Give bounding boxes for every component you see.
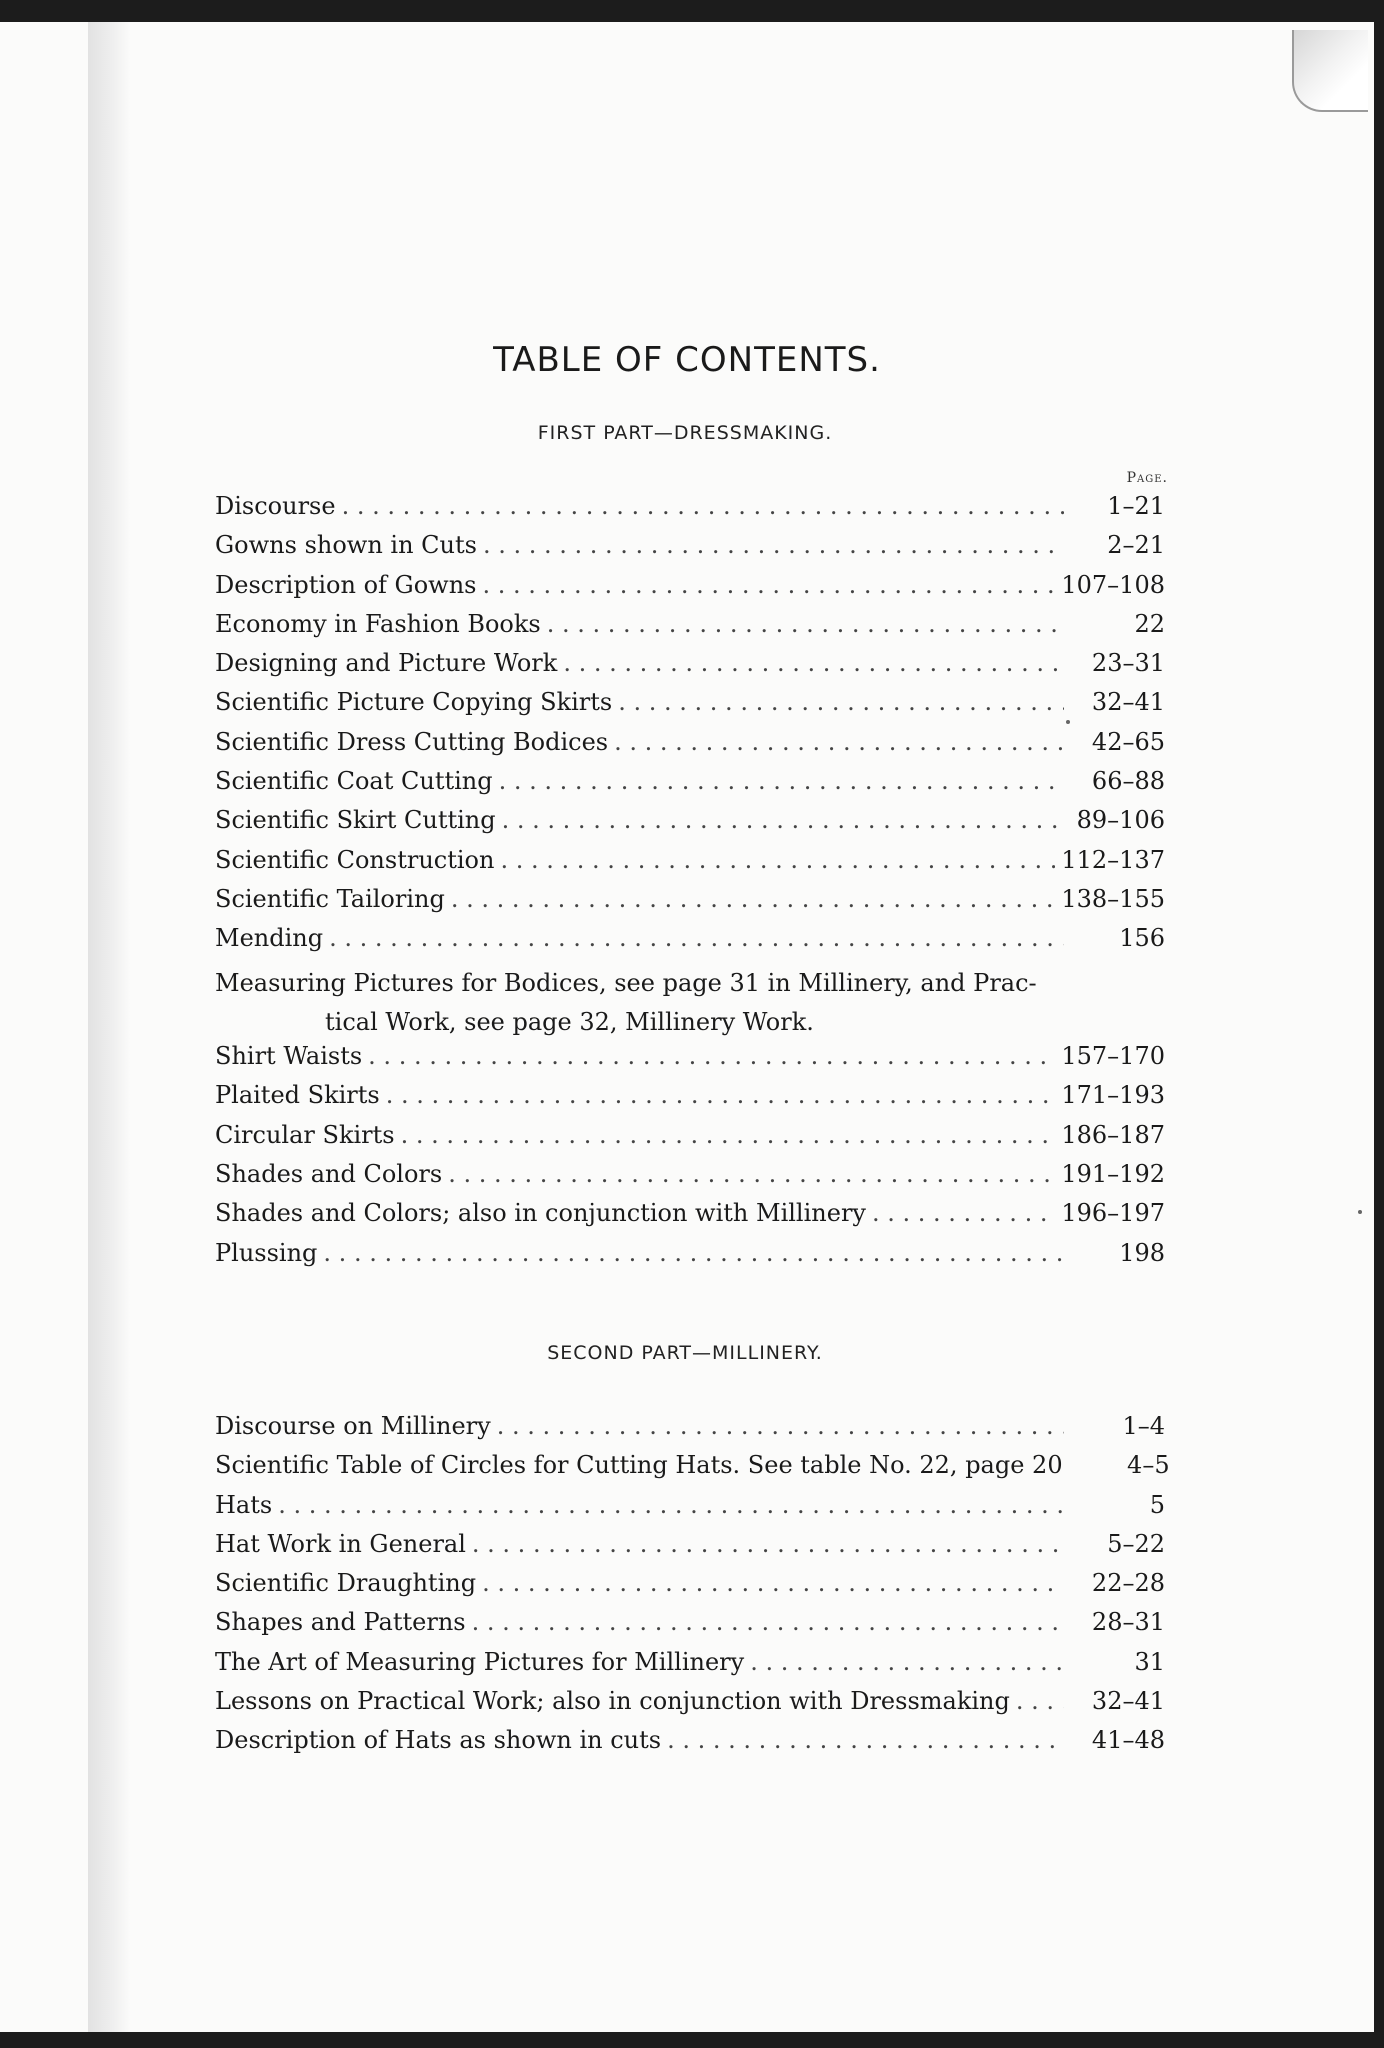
dot-leader xyxy=(401,1121,1056,1149)
measuring-note-line-1: Measuring Pictures for Bodices, see page 31 in Millinery, and Prac- xyxy=(215,968,1037,997)
toc-entry xyxy=(215,1569,1165,1608)
first-part-toc xyxy=(215,492,1165,1278)
second-part-toc xyxy=(215,1412,1170,1766)
toc-entry-title: Shades and Colors; also in conjunction with Millinery xyxy=(215,1199,866,1228)
dot-leader xyxy=(329,924,1064,952)
toc-entry xyxy=(215,1199,1165,1238)
toc-entry-pages: 22–28 xyxy=(1091,1569,1165,1598)
toc-entry xyxy=(215,1412,1165,1451)
toc-entry-pages: 5–22 xyxy=(1107,1529,1165,1558)
toc-entry-title: Shades and Colors xyxy=(215,1160,443,1189)
toc-entry-title: Hat Work in General xyxy=(215,1529,466,1558)
toc-entry xyxy=(215,531,1165,570)
toc-entry-pages: 42–65 xyxy=(1091,727,1165,756)
second-part-heading: SECOND PART—MILLINERY. xyxy=(547,1342,823,1364)
toc-entry xyxy=(215,688,1165,727)
dot-leader xyxy=(451,885,1056,913)
toc-entry-title: Hats xyxy=(215,1490,273,1519)
toc-entry-pages: 4–5 xyxy=(1127,1451,1170,1480)
book-page xyxy=(0,22,1374,2032)
toc-entry-pages: 171–193 xyxy=(1061,1081,1165,1110)
toc-entry-pages: 157–170 xyxy=(1061,1042,1165,1071)
toc-entry-pages: 41–48 xyxy=(1091,1726,1165,1755)
toc-entry xyxy=(215,492,1165,531)
toc-entry-pages: 196–197 xyxy=(1061,1199,1165,1228)
toc-entry-pages: 66–88 xyxy=(1091,767,1165,796)
toc-entry xyxy=(215,1081,1165,1120)
page-column-label: Page. xyxy=(1126,470,1168,486)
toc-entry xyxy=(215,846,1165,885)
toc-entry-title: Description of Hats as shown in cuts xyxy=(215,1726,662,1755)
toc-entry-pages: 2–21 xyxy=(1107,531,1165,560)
toc-entry-pages: 31 xyxy=(1134,1647,1165,1676)
toc-entry-title: Scientific Skirt Cutting xyxy=(215,806,496,835)
toc-entry xyxy=(215,806,1165,845)
toc-entry xyxy=(215,885,1165,924)
dot-leader xyxy=(502,806,1064,834)
toc-entry xyxy=(215,1687,1165,1726)
toc-entry-pages: 28–31 xyxy=(1091,1608,1165,1637)
toc-entry xyxy=(215,1491,1165,1530)
toc-entry-pages: 107–108 xyxy=(1061,570,1165,599)
toc-entry-title: Scientific Dress Cutting Bodices xyxy=(215,727,609,756)
dot-leader xyxy=(1016,1687,1064,1715)
dot-leader xyxy=(472,1530,1064,1558)
toc-entry xyxy=(215,1121,1165,1160)
toc-entry xyxy=(215,610,1165,649)
dot-leader xyxy=(386,1081,1056,1109)
toc-entry-title: Scientific Coat Cutting xyxy=(215,767,493,796)
toc-entry xyxy=(215,649,1165,688)
toc-entry xyxy=(215,1726,1165,1765)
toc-entry xyxy=(215,1530,1165,1569)
dot-leader xyxy=(323,1239,1064,1267)
toc-entry-pages: 5 xyxy=(1149,1490,1165,1519)
toc-entry-pages: 1–4 xyxy=(1122,1412,1165,1440)
dot-leader xyxy=(618,688,1064,716)
toc-entry xyxy=(215,1042,1165,1081)
toc-entry-pages: 22 xyxy=(1134,609,1165,638)
first-part-entries-continued xyxy=(215,1042,1165,1278)
dot-leader xyxy=(448,1160,1055,1188)
toc-entry-title: Scientific Picture Copying Skirts xyxy=(215,688,613,717)
toc-entry-pages: 23–31 xyxy=(1091,649,1165,678)
toc-entry-pages: 89–106 xyxy=(1076,806,1165,835)
page-title: TABLE OF CONTENTS. xyxy=(493,340,881,380)
toc-entry-title: Circular Skirts xyxy=(215,1120,395,1149)
toc-entry-pages: 198 xyxy=(1119,1238,1165,1267)
dot-leader xyxy=(872,1199,1055,1227)
dot-leader xyxy=(472,1608,1064,1636)
dot-leader xyxy=(563,649,1064,677)
paper-speck xyxy=(1358,1210,1362,1214)
toc-entry-title: Description of Gowns xyxy=(215,570,477,599)
toc-entry-pages: 186–187 xyxy=(1061,1120,1165,1149)
toc-entry-title: Lessons on Practical Work; also in conjunction with Dressmaking xyxy=(215,1687,1010,1716)
toc-entry-pages: 32–41 xyxy=(1091,1687,1165,1716)
toc-entry xyxy=(215,1451,1170,1490)
dot-leader xyxy=(750,1648,1064,1676)
measuring-note-line-2: tical Work, see page 32, Millinery Work. xyxy=(325,1007,814,1036)
toc-entry xyxy=(215,1239,1165,1278)
toc-entry-pages: 156 xyxy=(1119,924,1165,953)
dot-leader xyxy=(278,1491,1064,1519)
dot-leader xyxy=(614,728,1064,756)
toc-entry xyxy=(215,571,1165,610)
page-corner-fold xyxy=(1292,30,1368,112)
toc-entry xyxy=(215,728,1165,767)
toc-entry-title: Economy in Fashion Books xyxy=(215,609,541,638)
dot-leader xyxy=(342,492,1064,520)
toc-entry xyxy=(215,1160,1165,1199)
toc-entry-title: Scientific Table of Circles for Cutting Hats. See table No. 22, page 20 xyxy=(215,1451,1063,1480)
toc-entry-title: Scientific Draughting xyxy=(215,1569,477,1598)
dot-leader xyxy=(483,531,1064,559)
toc-entry-title: Designing and Picture Work xyxy=(215,649,558,678)
second-part-entries xyxy=(215,1412,1170,1766)
toc-entry-title: Scientific Tailoring xyxy=(215,884,445,913)
paper-speck xyxy=(1066,720,1070,724)
dot-leader xyxy=(368,1042,1055,1070)
toc-entry-title: Plussing xyxy=(215,1238,318,1267)
dot-leader xyxy=(667,1726,1064,1754)
toc-entry-title: Plaited Skirts xyxy=(215,1081,380,1110)
dot-leader xyxy=(497,1412,1064,1440)
toc-entry-title: Mending xyxy=(215,924,324,953)
toc-entry-pages: 138–155 xyxy=(1061,884,1165,913)
dot-leader xyxy=(482,1569,1064,1597)
toc-entry-title: Gowns shown in Cuts xyxy=(215,531,477,560)
first-part-entries xyxy=(215,492,1165,964)
toc-entry-title: Scientific Construction xyxy=(215,845,495,874)
toc-entry-pages: 191–192 xyxy=(1061,1160,1165,1189)
toc-entry xyxy=(215,924,1165,963)
toc-entry xyxy=(215,767,1165,806)
dot-leader xyxy=(500,846,1055,874)
spine-shadow xyxy=(88,22,130,2032)
first-part-heading: FIRST PART—DRESSMAKING. xyxy=(537,422,833,444)
dot-leader xyxy=(482,571,1055,599)
toc-entry xyxy=(215,1608,1165,1647)
toc-entry-pages: 1–21 xyxy=(1107,492,1165,520)
toc-entry-pages: 112–137 xyxy=(1061,845,1165,874)
toc-entry-title: The Art of Measuring Pictures for Millinery xyxy=(215,1647,745,1676)
toc-entry-title: Discourse on Millinery xyxy=(215,1412,491,1440)
toc-entry xyxy=(215,1648,1165,1687)
dot-leader xyxy=(547,610,1064,638)
toc-entry-title: Shapes and Patterns xyxy=(215,1608,466,1637)
measuring-note xyxy=(215,964,1165,1043)
toc-entry-title: Shirt Waists xyxy=(215,1042,363,1071)
toc-entry-title: Discourse xyxy=(215,492,336,520)
dot-leader xyxy=(499,767,1064,795)
toc-entry-pages: 32–41 xyxy=(1091,688,1165,717)
